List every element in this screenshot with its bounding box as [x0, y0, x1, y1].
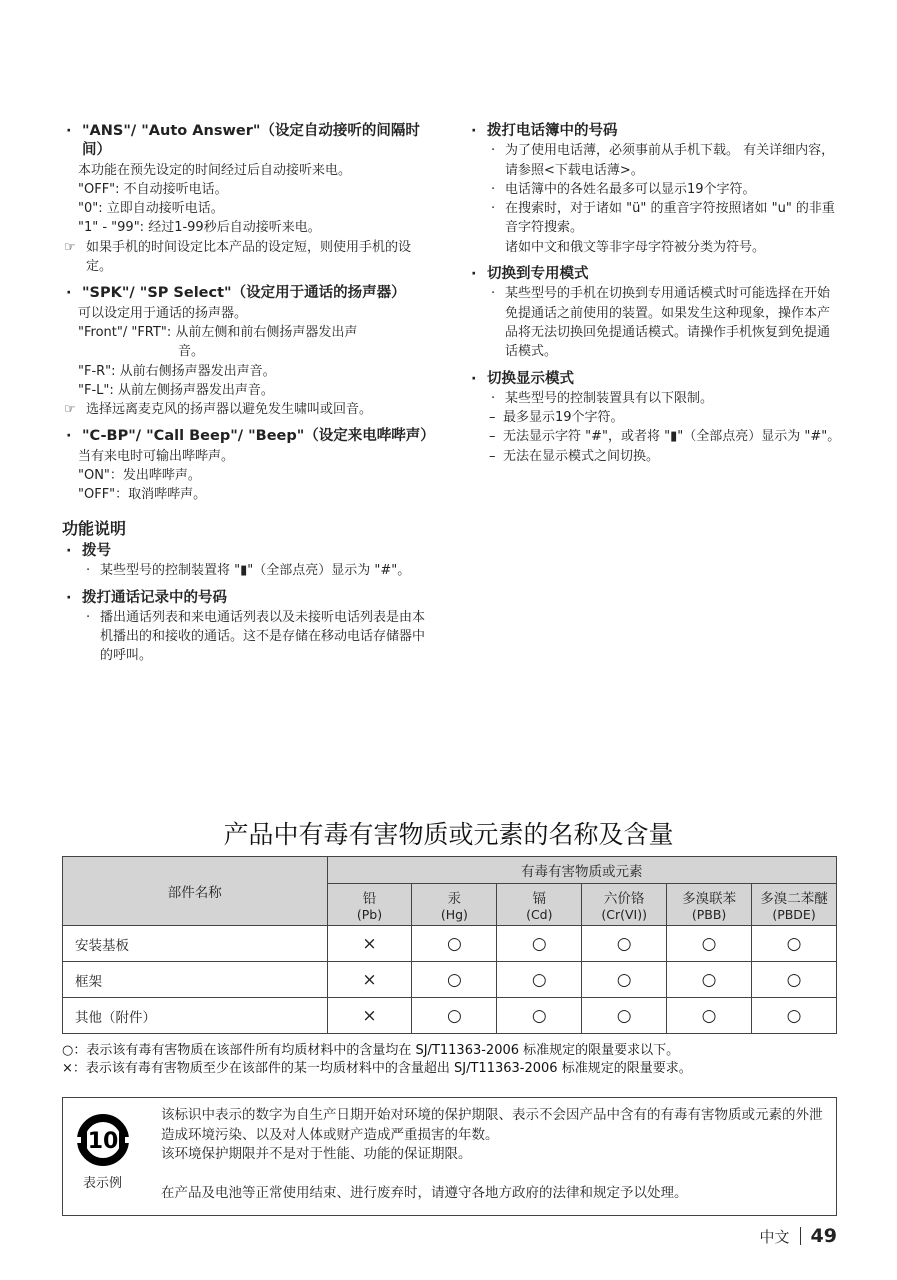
circle-mark: ○ — [752, 998, 837, 1034]
column-header — [412, 884, 497, 926]
text: "ON"：发出哔哔声。 — [78, 468, 201, 484]
list-item: – 无法在显示模式之间切换。 — [469, 447, 841, 466]
circle-mark: ○ — [497, 926, 582, 962]
circle-mark: ○ — [582, 962, 667, 998]
part-name: 框架 — [63, 962, 328, 998]
substance-name: 镉 — [532, 891, 547, 907]
list-item: · 在搜索时，对于诸如 "ü" 的重音字符按照诸如 "u" 的非重音字符搜索。 — [469, 199, 841, 238]
text: 诸如中文和俄文等非字母字符被分类为符号。 — [505, 239, 766, 255]
cross-mark: × — [327, 998, 412, 1034]
circle-mark: ○ — [497, 998, 582, 1034]
text: "0": 立即自动接听电话。 — [78, 201, 224, 217]
list-item: · 为了使用电话薄，必须事前从手机下载。 有关详细内容，请参照<下载电话薄>。 — [469, 141, 841, 180]
substance-symbol: (Pb) — [356, 907, 383, 922]
note: ☞ 如果手机的时间设定比本产品的设定短，则使用手机的设定。 — [64, 238, 436, 277]
circle-mark: ○ — [412, 962, 497, 998]
substance-symbol: (Cr(VI)) — [601, 907, 647, 922]
text: 可以设定用于通话的扬声器。 — [78, 305, 248, 321]
part-name: 其他（附件） — [63, 998, 328, 1034]
section-title: 功能说明 — [62, 518, 127, 538]
substance-name: 汞 — [447, 891, 462, 907]
text: "F-R": 从前右侧扬声器发出声音。 — [78, 363, 276, 379]
logo-caption: 表示例 — [83, 1176, 123, 1191]
heading-auto-answer: · "ANS"/ "Auto Answer"（设定自动接听的间隔时间） — [64, 122, 436, 161]
part-name: 安装基板 — [63, 926, 328, 962]
divider — [800, 1227, 801, 1245]
left-column — [64, 122, 436, 666]
group-header: 有毒有害物质或元素 — [327, 857, 836, 884]
heading-call-log: · 拨打通话记录中的号码 — [64, 589, 436, 608]
circle-mark: ○ — [667, 926, 752, 962]
logo-number: 10 — [87, 1129, 119, 1154]
table-row — [63, 998, 837, 1034]
text: "OFF": 不自动接听电话。 — [78, 181, 228, 197]
heading-sp-select: · "SPK"/ "SP Select"（设定用于通话的扬声器） — [64, 284, 436, 303]
right-column — [469, 122, 841, 466]
text: "Front"/ "FRT": 从前左侧和前右侧扬声器发出声 — [78, 324, 358, 340]
note: ☞ 选择远离麦克风的扬声器以避免发生啸叫或回音。 — [64, 400, 436, 419]
list-item: – 无法显示字符 "#"，或者将 "▮"（全部点亮）显示为 "#"。 — [469, 427, 841, 446]
heading-private-mode: · 切换到专用模式 — [469, 265, 841, 284]
column-header — [497, 884, 582, 926]
text: 在产品及电池等正常使用结束、进行废弃时，请遵守各地方政府的法律和规定予以处理。 — [161, 1184, 688, 1201]
column-header — [327, 884, 412, 926]
legend-cross: ×：表示该有毒有害物质至少在该部件的某一均质材料中的含量超出 SJ/T11363-2006 标准规定的限量要求。 — [62, 1061, 692, 1076]
page-footer — [760, 1225, 837, 1247]
language-label: 中文 — [759, 1227, 790, 1246]
legend-circle: ○：表示该有毒有害物质在该部件所有均质材料中的含量均在 SJ/T11363-2006 标准规定的限量要求以下。 — [62, 1043, 680, 1058]
cross-mark: × — [327, 926, 412, 962]
substance-name: 多溴联苯 — [682, 891, 737, 907]
table-title: 产品中有毒有害物质或元素的名称及含量 — [223, 820, 674, 849]
heading-display-mode: · 切换显示模式 — [469, 370, 841, 389]
circle-mark: ○ — [667, 962, 752, 998]
circle-mark: ○ — [752, 926, 837, 962]
column-header — [582, 884, 667, 926]
circle-mark: ○ — [667, 998, 752, 1034]
list-item: · 播出通话列表和来电通话列表以及未接听电话列表是由本机播出的和接收的通话。这不是存储在移动电话存储器中的呼叫。 — [64, 608, 436, 666]
list-item: – 最多显示19个字符。 — [469, 408, 841, 427]
epup-logo-icon — [75, 1112, 131, 1172]
table-legend — [62, 1042, 692, 1078]
part-header: 部件名称 — [63, 857, 328, 926]
substance-symbol: (Hg) — [440, 907, 468, 922]
text: 该标识中表示的数字为自生产日期开始对环境的保护期限、表示不会因产品中含有的有毒有害物质或元素的外泄造成环境污染、以及对人体或财产造成严重损害的年数。 — [161, 1107, 823, 1143]
heading-phonebook: · 拨打电话簿中的号码 — [469, 122, 841, 141]
heading-call-beep: · "C-BP"/ "Call Beep"/ "Beep"（设定来电哔哔声） — [64, 427, 436, 446]
circle-mark: ○ — [412, 926, 497, 962]
list-item: · 某些型号的控制装置将 "▮"（全部点亮）显示为 "#"。 — [64, 561, 436, 580]
table-row — [63, 962, 837, 998]
text: "OFF"：取消哔哔声。 — [78, 487, 207, 503]
column-header — [667, 884, 752, 926]
text: 当有来电时可输出哔哔声。 — [78, 448, 235, 464]
list-item: · 某些型号的控制装置具有以下限制。 — [469, 389, 841, 408]
hazardous-substances-table — [62, 856, 837, 1034]
text: 本功能在预先设定的时间经过后自动接听来电。 — [78, 162, 352, 178]
list-item: · 电话簿中的各姓名最多可以显示19个字符。 — [469, 180, 841, 199]
circle-mark: ○ — [412, 998, 497, 1034]
substance-symbol: (PBB) — [691, 907, 727, 922]
column-header — [752, 884, 837, 926]
list-item: · 某些型号的手机在切换到专用通话模式时可能选择在开始免提通话之前使用的装置。如果发生这种现象，操作本产品将无法切换回免提通话模式。请操作手机恢复到免提通话模式。 — [469, 284, 841, 361]
circle-mark: ○ — [582, 926, 667, 962]
substance-name: 铅 — [362, 891, 377, 907]
table-row — [63, 926, 837, 962]
page-number: 49 — [810, 1225, 837, 1247]
circle-mark: ○ — [752, 962, 837, 998]
substance-symbol: (PBDE) — [772, 907, 816, 922]
text: "1" - "99": 经过1-99秒后自动接听来电。 — [78, 220, 321, 236]
epup-info-box — [62, 1097, 837, 1216]
heading-dial: · 拨号 — [64, 542, 436, 561]
text: 音。 — [178, 344, 205, 360]
substance-name: 六价铬 — [603, 891, 645, 907]
substance-symbol: (Cd) — [526, 907, 553, 922]
circle-mark: ○ — [497, 962, 582, 998]
text: "F-L": 从前左侧扬声器发出声音。 — [78, 382, 274, 398]
circle-mark: ○ — [582, 998, 667, 1034]
substance-name: 多溴二苯醚 — [760, 891, 828, 907]
text: 该环境保护期限并不是对于性能、功能的保证期限。 — [161, 1146, 472, 1162]
cross-mark: × — [327, 962, 412, 998]
